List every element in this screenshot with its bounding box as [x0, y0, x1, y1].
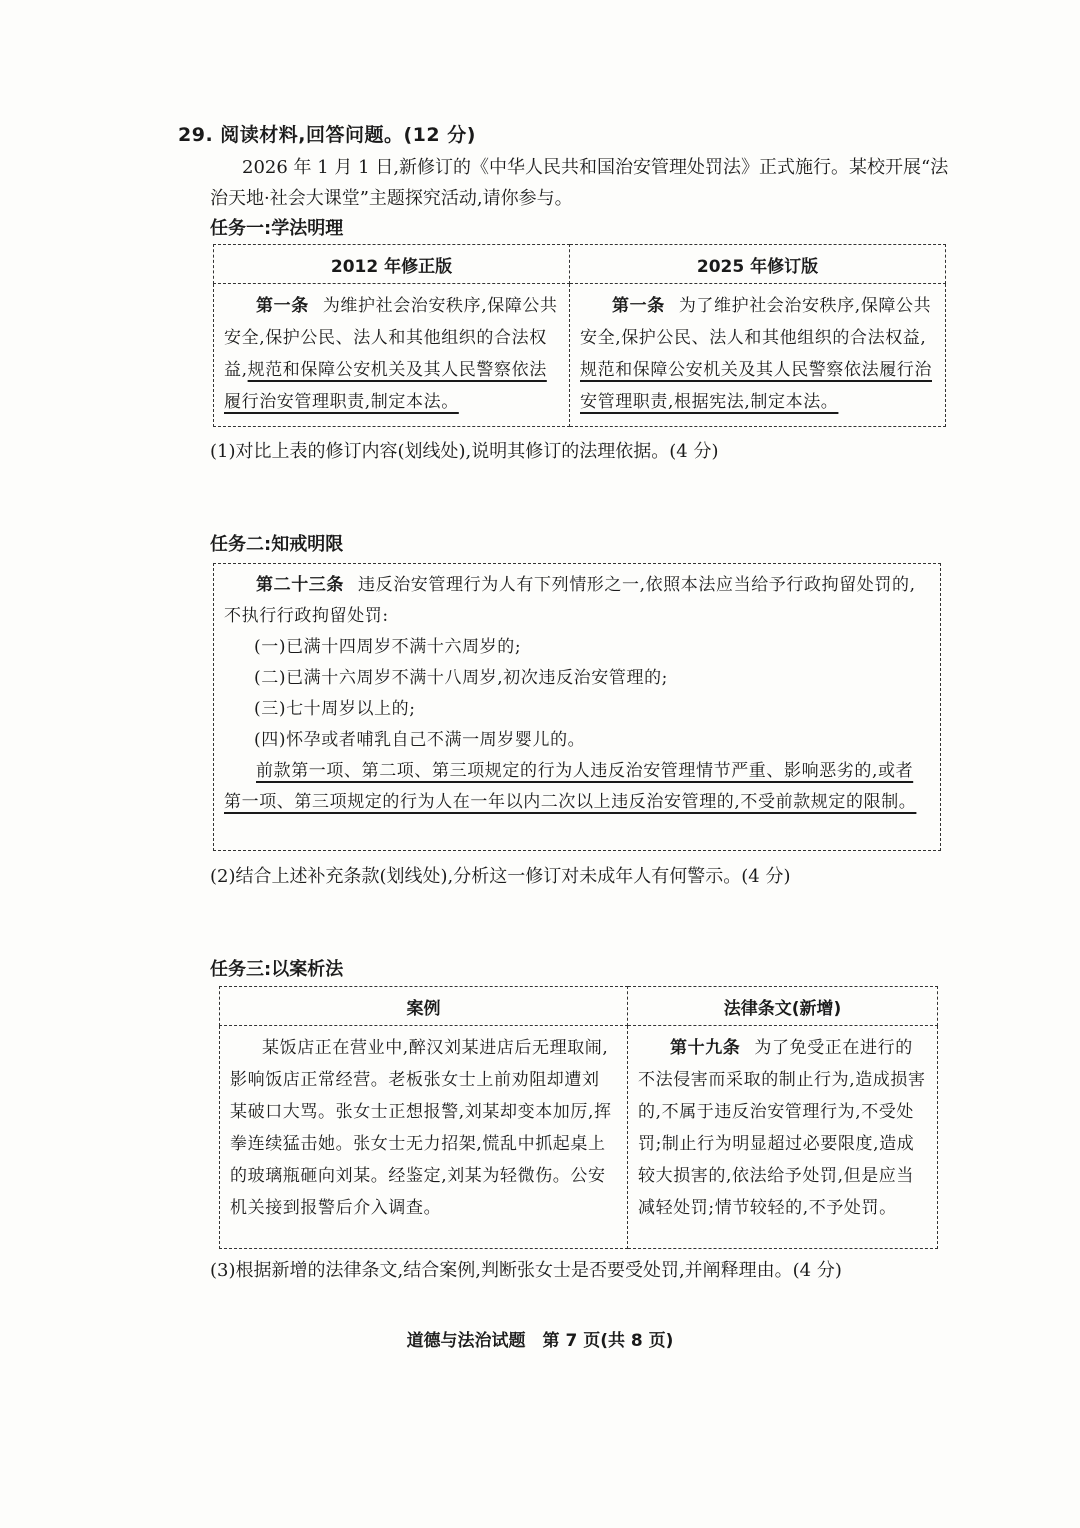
question-title: 29. 阅读材料,回答问题。(12 分)	[178, 124, 476, 146]
task1-col1-article: 第一条	[256, 296, 309, 316]
task3-case-cell	[220, 1026, 628, 1249]
task2-item-1: (一)已满十四周岁不满十六周岁的;	[254, 637, 522, 657]
task3-law-article: 第十九条	[670, 1038, 741, 1058]
page-footer: 道德与法治试题 第 7 页(共 8 页)	[406, 1331, 674, 1351]
task2-underlined: 前款第一项、第二项、第三项规定的行为人违反治安管理情节严重、影响恶劣的,或者第一项、第三项规定的行为人在一年以内二次以上违反治安管理的,不受前款规定的限制。	[224, 761, 917, 812]
task2-question: (2)结合上述补充条款(划线处),分析这一修订对未成年人有何警示。(4 分)	[210, 866, 791, 887]
task1-col2-underlined: 规范和保障公安机关及其人民警察依法履行治安管理职责,根据宪法,制定本法。	[580, 360, 932, 412]
task1-heading: 任务一:学法明理	[210, 218, 344, 239]
task3-heading: 任务三:以案析法	[210, 959, 344, 980]
task3-col1-header: 案例	[220, 987, 628, 1026]
task2-heading: 任务二:知戒明限	[210, 534, 344, 555]
task2-item-3: (三)七十周岁以上的;	[254, 699, 416, 719]
task1-col2-header: 2025 年修订版	[570, 245, 946, 284]
task3-col2-header: 法律条文(新增)	[628, 987, 938, 1026]
task1-col2-cell	[570, 284, 946, 427]
task1-col1-cell	[214, 284, 570, 427]
task1-question: (1)对比上表的修订内容(划线处),说明其修订的法理依据。(4 分)	[210, 441, 719, 462]
task3-case-text: 某饭店正在营业中,醉汉刘某进店后无理取闹,影响饭店正常经营。老板张女士上前劝阻却遭刘某破口大骂。张女士正想报警,刘某却变本加厉,挥拳连续猛击她。张女士无力招架,慌乱中抓起桌上的玻璃瓶砸向刘某。经鉴定,刘某为轻微伤。公安机关接到报警后介入调查。	[230, 1038, 612, 1218]
task1-col2-article: 第一条	[612, 296, 665, 316]
task1-col1-header: 2012 年修正版	[214, 245, 570, 284]
task1-col1-plain: 为维护社会治安秩序,保障公共安全,保护公民、法人和其他组织的合法权益,	[224, 296, 558, 380]
question-intro: 2026 年 1 月 1 日,新修订的《中华人民共和国治安管理处罚法》正式施行。某校开展“法治天地·社会大课堂”主题探究活动,请你参与。	[210, 157, 949, 209]
task2-article-box	[213, 563, 941, 851]
task2-lead: 违反治安管理行为人有下列情形之一,依照本法应当给予行政拘留处罚的,不执行行政拘留处罚:	[224, 575, 916, 626]
task1-compare-table	[213, 244, 946, 427]
task2-item-4: (四)怀孕或者哺乳自己不满一周岁婴儿的。	[254, 730, 586, 750]
task3-law-cell	[628, 1026, 938, 1249]
task1-col1-underlined: 规范和保障公安机关及其人民警察依法履行治安管理职责,制定本法。	[224, 360, 547, 412]
task3-question: (3)根据新增的法律条文,结合案例,判断张女士是否要受处罚,并阐释理由。(4 分)	[210, 1260, 842, 1281]
task2-item-2: (二)已满十六周岁不满十八周岁,初次违反治安管理的;	[254, 668, 668, 688]
task1-col2-plain: 为了维护社会治安秩序,保障公共安全,保护公民、法人和其他组织的合法权益,	[580, 296, 932, 348]
task3-case-table	[219, 986, 938, 1249]
task2-article: 第二十三条	[256, 575, 344, 595]
task3-law-text: 为了免受正在进行的不法侵害而采取的制止行为,造成损害的,不属于违反治安管理行为,不受处罚;制止行为明显超过必要限度,造成较大损害的,依法给予处罚,但是应当减轻处罚;情节较轻的,不予处罚。	[638, 1038, 926, 1218]
